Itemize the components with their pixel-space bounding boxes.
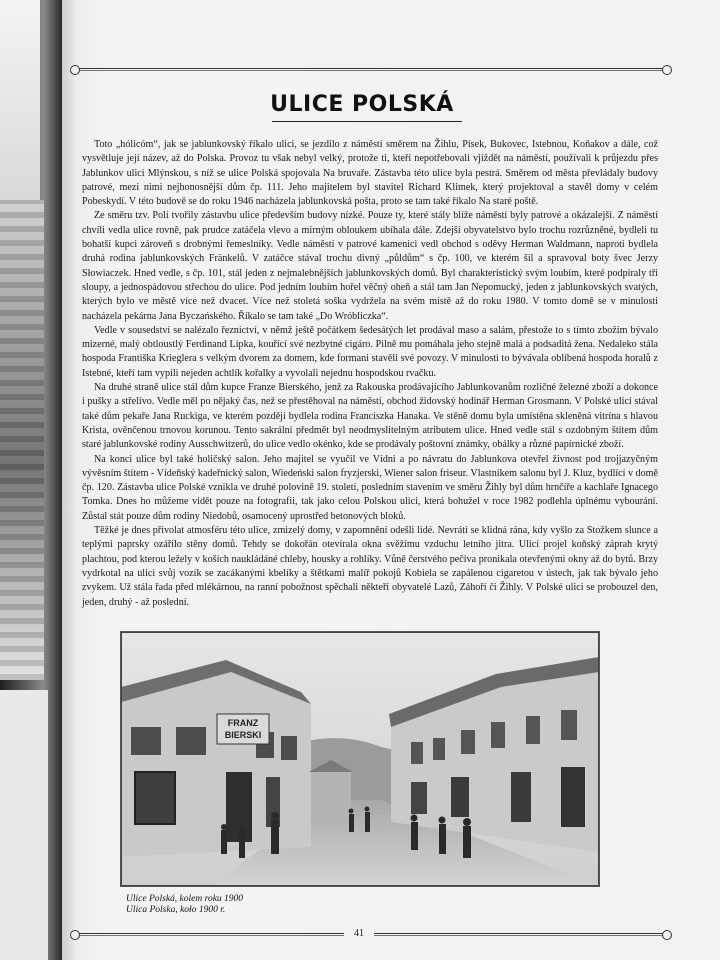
previous-page-edge xyxy=(0,0,62,960)
paragraph: Na konci ulice byl také holičský salon. Jeho majitel se vyučil ve Vídni a po návratu do Jablunkova otevřel živnost pod trojjazyčným vývěsním štítem - Vídeňský kadeřnický salon, Wiedeński salon fryzjerski, Wiener salon friseur. Vlastníkem salonu byl J. Kluz, bydlící v domě čp. 120. Zástavba ulice Polské vznikla ve druhé polovině 19. století, posledním stavením ve směru Žihly byl dům hrnčíře a kachlaře Ignacego Tomka. Dnes ho můžeme vidět pouze na fotografii, tak jako celou Polskou ulici, která bohužel v roce 1982 podlehla úplnému vybourání. Zůstal stát pouze dům rodiny Niedobů, osamocený uprostřed betonových bloků. xyxy=(82,453,658,522)
shop-sign-line2: BIERSKI xyxy=(224,730,262,740)
historic-street-photograph xyxy=(120,631,600,887)
shop-sign-line1: FRANZ xyxy=(227,718,259,728)
book-page xyxy=(62,0,720,960)
paragraph: Ze směru tzv. Polí tvořily zástavbu ulice především budovy nízké. Pouze ty, které stály blíže náměstí byly patrové a okázalejší. Z náměstí chvíli vedla ulice rovně, pak prudce zatáčela vlevo a mírným obloukem ubíhala dále. Zdejší obyvatelstvo bylo trochu rozrůzněné, bydleli tu bohatší kupci zároveň s drobnými řemeslníky. Vedle náměstí v patrové kamenici vedl obchod s oděvy Herman Waldmann, naproti bydlela druhá rodina jablunkovských Fränkelů. V zatáčce stával trochu divný „půldům“ s čp. 100, ve kterém šil a spravoval boty švec Jerzy Słowiaczek. Hned vedle, s čp. 101, stál jeden z nejmalebnějších jablunkovských domů. Byl charakteristický svým loubím, které podpíraly tři sloupy, a jednospádovou střechou do ulice. Pod jedním loubím hořel věčný oheň a stál tam Jan Nepomucký, jeden z jablunkovských svatých, kterých bylo ve městě více než dvacet. Více než stoletá soška vydržela na svém místě až do roku 1980. V tomto domě se v minulosti nacházela pekárna Jana Byczańského. Říkalo se tam také „Do Wróbliczka“. xyxy=(82,210,658,322)
paragraph: Vedle v sousedství se nalézalo řeznictví, v němž ještě počátkem šedesátých let prodával maso a salám, přestože to s tímto zbožím bývalo mizerné, malý obtloustlý Ferdinand Lipka, kouřící své nezbytné cigáro. Pilně mu pomáhala jeho stejně malá a podsaditá žena. Nedaleko stála hospoda Františka Krieglera s velkým dvorem za domem, kde formani stavěli své povozy. V minulosti to bývávala oblíbená hospoda horalů z Istebné, kteří tam vypili nejeden achtlík kořalky a vyvolali nejednu hospodskou rvačku. xyxy=(82,324,658,379)
paragraph: Toto „hólicóm“, jak se jablunkovský říkalo ulici, se jezdilo z náměstí směrem na Žihlu, Písek, Bukovec, Istebnou, Koňakov a dále, což vysvětluje její název, až do Polska. Provoz tu však nebyl velký, protože ti, kteří nepotřebovali vjíždět na náměstí, používali k průjezdu přes Jablunkov ulici Mlýnskou, s níž se ulice Polská spojovala Na bruvaře. Zástavba této ulice byla pestrá. Směrem od města převládaly budovy patrové, mezi nimi nejhonosnější dům čp. 111. Jeho majitelem byl stavitel Richard Klimek, který projektoval a stavěl domy v celém Pobeskydí. V této budově se do roku 1946 nacházela jablunkovská pošta, proto se tam také říkalo Na staré poště. xyxy=(82,139,658,208)
paragraph: Na druhé straně ulice stál dům kupce Franze Bierského, jenž za Rakouska prodávajícího Jablunkovanům rozličné železné zboží a dokonce i pušky a střelivo. Vedle měl po nějaký čas, než se přestěhoval na náměstí, obchod židovský hodinář Herman Grosmann. V Polské ulici stával také dům pekaře Jana Ruckiga, ve kterém později bydlela rodina Franciszka Hanaka. Ve stěně domu byla umístěna skleněná vitrína s hlavou Krista, ověnčenou trnovou korunou. Tento sakrální předmět byl neodmyslitelným atributem ulice. Hned vedle stál s ozdobným štítem dům staré jablunkovské rodiny Ausschwitzerů, do ulice vedlo okénko, kde se prodávaly poštovní známky, obálky a různé papírnické zboží. xyxy=(82,382,658,451)
article-body xyxy=(82,138,658,610)
caption-czech: Ulice Polská, kolem roku 1900 xyxy=(126,894,244,904)
caption-polish: Ulica Polska, koło 1900 r. xyxy=(126,905,226,915)
previous-page-blank-area-lower xyxy=(0,690,48,960)
previous-page-blank-area xyxy=(0,0,40,200)
page-number: 41 xyxy=(344,928,374,939)
top-ornamental-rule xyxy=(76,66,666,72)
paragraph: Těžké je dnes přivolat atmosféru této ulice, zmizelý domy, v zapomnění odešli lidé. Nevrátí se klidná rána, kdy vyšlo za Stožkem slunce a teplými paprsky ozářilo stěny domů. Tehdy se dokořán otevírala okna svěžímu vzduchu letního jitra. Ulicí projel koňský záprah krytý plachtou, pod kterou ležely v koších naukládáné chleby, housky a rohlíky. Vůně čerstvého pečiva pronikala otevřenými okny až do bytů. Brzy vydrkotal na ulici svůj vozík se zacákanými kbelíky a štětkami malíř pokojů Kobiela se zapálenou cigaretou v ústech, jak tak bývalo jeho zvykem. Už stála řada před mlékárnou, na ranní pobožnost spěchali někteří obyvatelé Lazů, Záhoří či Žihly. V Polské ulici se probouzel den, jeden, druhý - až poslední. xyxy=(82,525,658,608)
figure-caption xyxy=(126,894,526,916)
previous-page-photo-fragment xyxy=(0,200,44,680)
page-title: ULICE POLSKÁ xyxy=(270,92,454,117)
title-underline xyxy=(272,121,462,122)
